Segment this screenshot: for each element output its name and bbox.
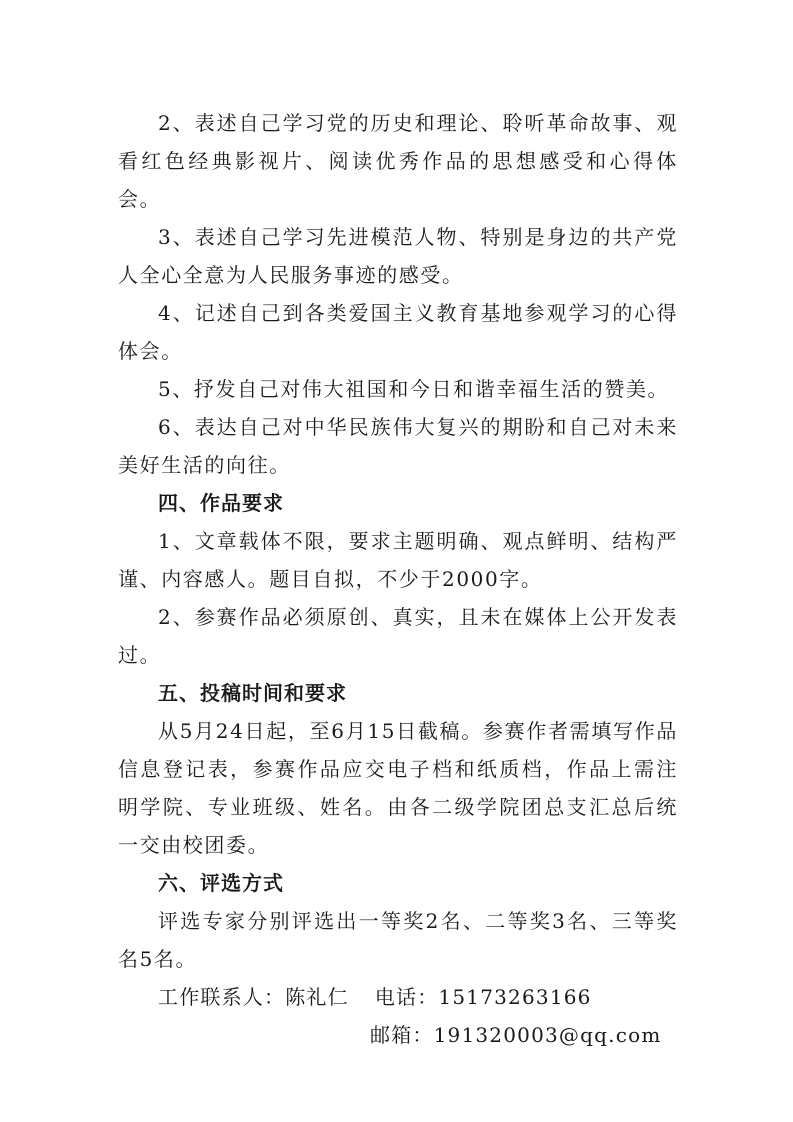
contact-email: 191320003@qq.com	[433, 1023, 662, 1047]
item-3: 3、表述自己学习先进模范人物、特别是身边的共产党人全心全意为人民服务事迹的感受。	[118, 225, 678, 287]
selection-body: 评选专家分别评选出一等奖2名、二等奖3名、三等奖名5名。	[118, 909, 678, 971]
item-2: 2、表述自己学习党的历史和理论、聆听革命故事、观看红色经典影视片、阅读优秀作品的思想感受和心得体会。	[118, 111, 678, 211]
submission-body: 从5月24日起，至6月15日截稿。参赛作者需填写作品信息登记表，参赛作品应交电子档和纸质档，作品上需注明学院、专业班级、姓名。由各二级学院团总支汇总后统一交由校团委。	[118, 719, 678, 857]
contact-person-name: 陈礼仁	[285, 985, 349, 1009]
document-body	[118, 104, 678, 1054]
contact-email-label: 邮箱：	[370, 1023, 434, 1047]
section-heading-selection: 六、评选方式	[158, 871, 284, 895]
contact-phone-label: 电话：	[374, 985, 439, 1009]
requirement-item-1: 1、文章载体不限，要求主题明确、观点鲜明、结构严谨、内容感人。题目自拟，不少于2000字。	[118, 529, 678, 591]
item-5: 5、抒发自己对伟大祖国和今日和谐幸福生活的赞美。	[158, 377, 670, 401]
contact-person-line	[118, 978, 678, 1016]
contact-person-label: 工作联系人：	[158, 985, 286, 1009]
requirement-item-2: 2、参赛作品必须原创、真实，且未在媒体上公开发表过。	[118, 605, 678, 667]
contact-email-line	[118, 1016, 678, 1054]
item-4: 4、记述自己到各类爱国主义教育基地参观学习的心得体会。	[118, 301, 678, 363]
section-heading-requirements: 四、作品要求	[158, 491, 284, 515]
item-6: 6、表达自己对中华民族伟大复兴的期盼和自己对未来美好生活的向往。	[118, 415, 678, 477]
contact-phone: 15173263166	[438, 985, 592, 1009]
section-heading-submission: 五、投稿时间和要求	[158, 681, 347, 705]
